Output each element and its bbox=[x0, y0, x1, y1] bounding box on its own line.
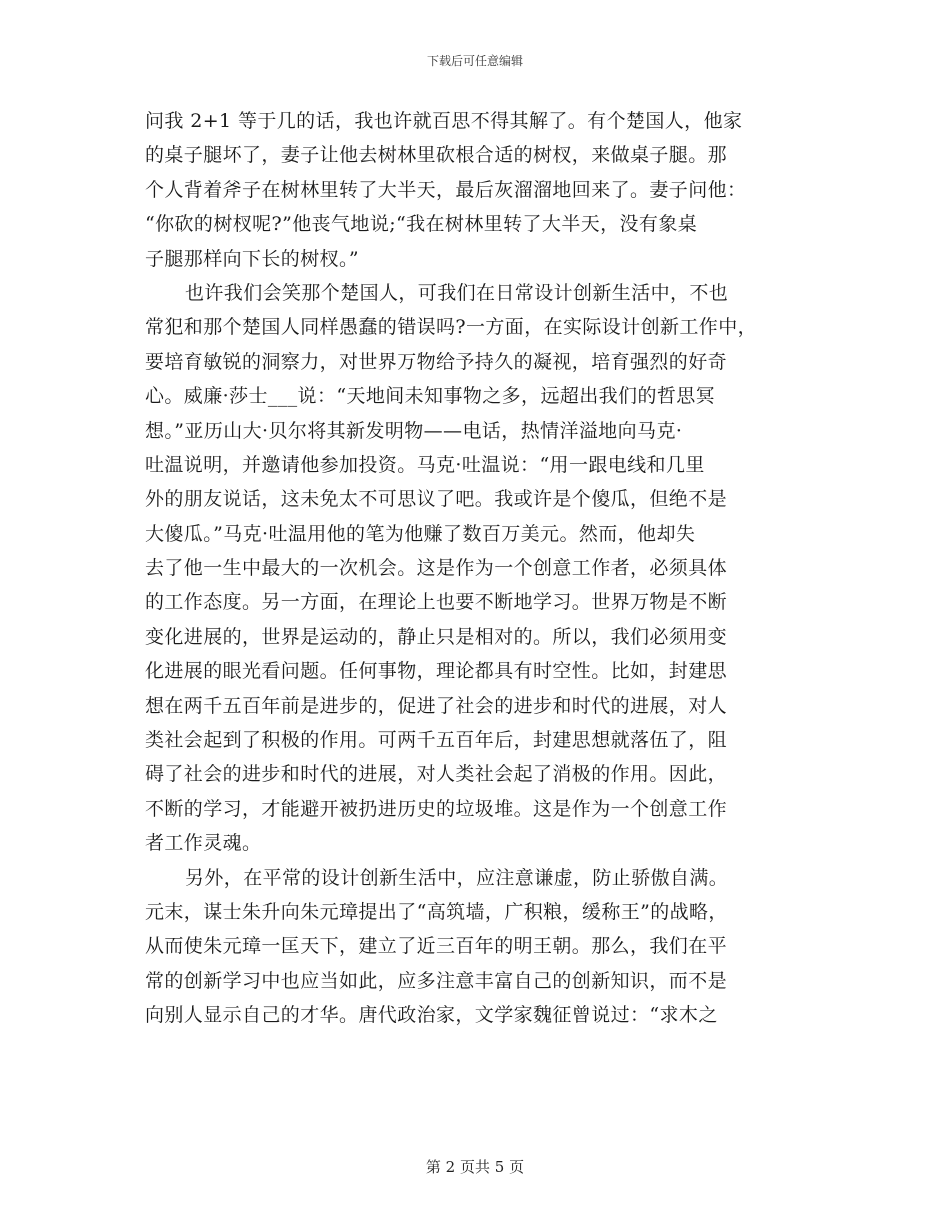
paragraph-3 bbox=[145, 861, 805, 1033]
text-line: 常犯和那个楚国人同样愚蠢的错误吗?一方面，在实际设计创新工作中， bbox=[145, 316, 757, 339]
text-line: 不断的学习，才能避开被扔进历史的垃圾堆。这是作为一个创意工作 bbox=[145, 797, 728, 820]
text-line: 元末，谋士朱升向朱元璋提出了“高筑墙，广积粮，缓称王”的战略， bbox=[145, 900, 728, 923]
document-body bbox=[145, 104, 805, 1033]
text-line: 也许我们会笑那个楚国人，可我们在日常设计创新生活中，不也 bbox=[185, 281, 729, 304]
text-line: 的桌子腿坏了，妻子让他去树林里砍根合适的树杈，来做桌子腿。那 bbox=[145, 144, 728, 167]
text-line: “你砍的树杈呢?”他丧气地说;“我在树林里转了大半天，没有象桌 bbox=[145, 213, 698, 236]
text-line: 者工作灵魂。 bbox=[145, 832, 262, 855]
text-line: 常的创新学习中也应当如此，应多注意丰富自己的创新知识，而不是 bbox=[145, 969, 728, 992]
text-line: 要培育敏锐的洞察力，对世界万物给予持久的凝视，培育强烈的好奇 bbox=[145, 350, 728, 373]
text-line: 类社会起到了积极的作用。可两千五百年后，封建思想就落伍了，阻 bbox=[145, 729, 728, 752]
text-line: 吐温说明，并邀请他参加投资。马克·吐温说：“用一跟电线和几里 bbox=[145, 453, 705, 476]
paragraph-2 bbox=[145, 276, 805, 861]
text-line: 子腿那样向下长的树杈。” bbox=[145, 247, 360, 270]
text-line: 化进展的眼光看问题。任何事物，理论都具有时空性。比如，封建思 bbox=[145, 660, 728, 683]
text-line: 大傻瓜。”马克·吐温用他的笔为他赚了数百万美元。然而，他却失 bbox=[145, 522, 696, 545]
text-line: 个人背着斧子在树林里转了大半天，最后灰溜溜地回来了。妻子问他： bbox=[145, 178, 747, 201]
text-line: 另外，在平常的设计创新生活中，应注意谦虚，防止骄傲自满。 bbox=[185, 866, 729, 889]
page-number-footer: 第 2 页共 5 页 bbox=[425, 1158, 525, 1176]
page-header: 下载后可任意编辑 bbox=[426, 54, 523, 68]
text-line: 问我 2+1 等于几的话，我也许就百思不得其解了。有个楚国人，他家 bbox=[145, 110, 743, 132]
text-line: 去了他一生中最大的一次机会。这是作为一个创意工作者，必须具体 bbox=[145, 557, 728, 580]
text-line: 想在两千五百年前是进步的，促进了社会的进步和时代的进展，对人 bbox=[145, 694, 728, 717]
paragraph-1 bbox=[145, 104, 805, 276]
text-line: 外的朋友说话，这未免太不可思议了吧。我或许是个傻瓜，但绝不是 bbox=[145, 488, 728, 511]
text-line: 从而使朱元璋一匡天下，建立了近三百年的明王朝。那么，我们在平 bbox=[145, 935, 728, 958]
text-line: 想。”亚历山大·贝尔将其新发明物——电话，热情洋溢地向马克· bbox=[145, 419, 683, 442]
text-line: 心。威廉·莎士___说：“天地间未知事物之多，远超出我们的哲思冥 bbox=[145, 385, 716, 408]
text-line: 碍了社会的进步和时代的进展，对人类社会起了消极的作用。因此， bbox=[145, 763, 728, 786]
text-line: 变化进展的，世界是运动的，静止只是相对的。所以，我们必须用变 bbox=[145, 625, 728, 648]
text-line: 向别人显示自己的才华。唐代政治家，文学家魏征曾说过：“求木之 bbox=[145, 1004, 718, 1027]
text-line: 的工作态度。另一方面，在理论上也要不断地学习。世界万物是不断 bbox=[145, 591, 728, 614]
